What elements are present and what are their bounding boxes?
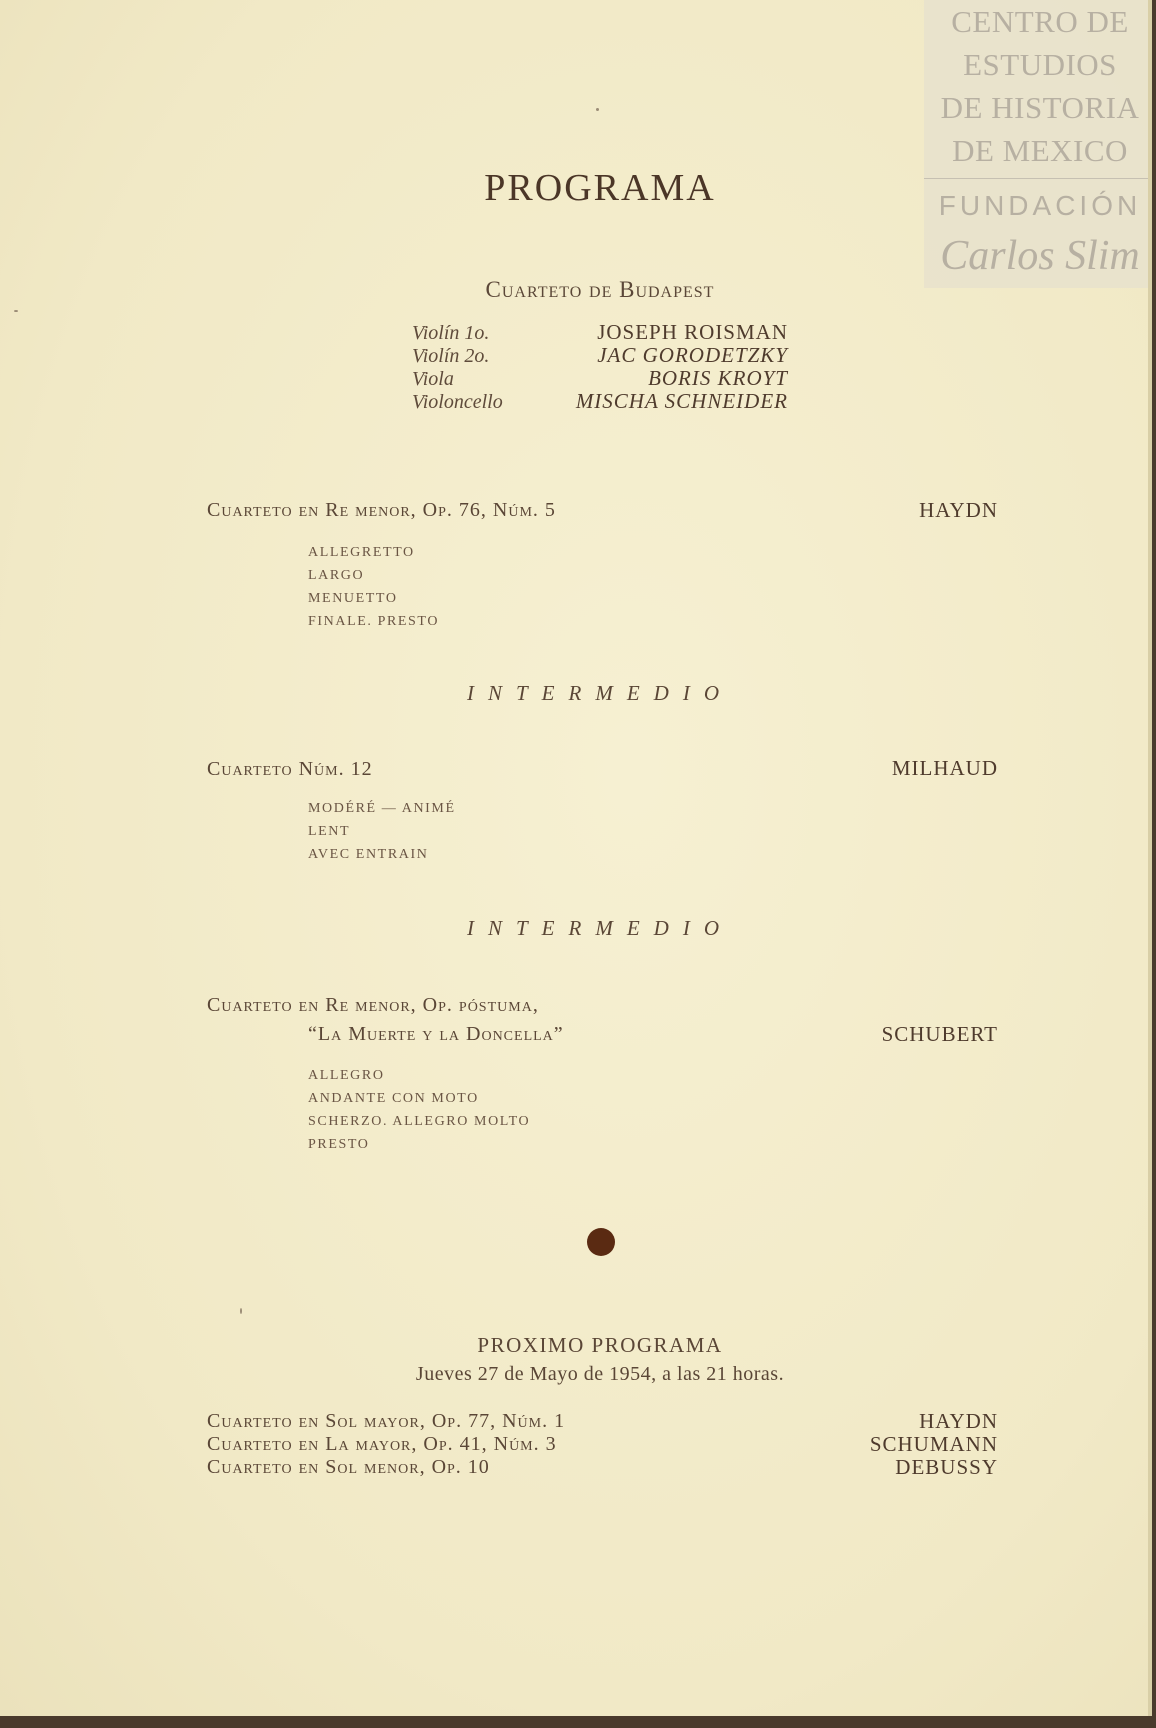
page-title: PROGRAMA <box>484 167 716 209</box>
movement: FINALE. PRESTO <box>308 614 440 629</box>
work-title: Cuarteto en Re menor, Op. 76, Núm. 5 <box>207 499 556 521</box>
movement: AVEC ENTRAIN <box>308 847 429 862</box>
work-title: Cuarteto Núm. 12 <box>207 758 373 780</box>
member-instrument: Viola <box>412 368 454 390</box>
intermission-heading: INTERMEDIO <box>467 916 733 940</box>
work-composer: HAYDN <box>919 498 998 522</box>
member-instrument: Violín 2o. <box>412 345 490 367</box>
watermark-line: DE MEXICO <box>952 133 1128 168</box>
member-name: JAC GORODETZKY <box>597 343 788 367</box>
movement: MENUETTO <box>308 591 398 606</box>
paper-speck <box>596 108 599 111</box>
next-program-date: Jueves 27 de Mayo de 1954, a las 21 horas. <box>415 1363 785 1385</box>
movement: ANDANTE CON MOTO <box>308 1091 479 1106</box>
work-composer: MILHAUD <box>891 756 998 780</box>
paper-speck <box>240 1308 242 1314</box>
watermark-foundation: FUNDACIÓN <box>938 190 1142 221</box>
next-work-title: Cuarteto en La mayor, Op. 41, Núm. 3 <box>207 1433 557 1455</box>
member-name: MISCHA SCHNEIDER <box>575 389 788 413</box>
member-name: JOSEPH ROISMAN <box>597 320 788 344</box>
movement: ALLEGRO <box>308 1068 385 1083</box>
member-instrument: Violoncello <box>412 391 503 413</box>
intermission-heading: INTERMEDIO <box>467 681 733 705</box>
member-name: BORIS KROYT <box>648 366 788 390</box>
next-work-composer: HAYDN <box>919 1409 998 1433</box>
next-work-title: Cuarteto en Sol menor, Op. 10 <box>207 1456 490 1478</box>
movement: SCHERZO. ALLEGRO MOLTO <box>308 1114 531 1129</box>
work-title: Cuarteto en Re menor, Op. póstuma, <box>207 994 539 1016</box>
movement: LARGO <box>308 568 365 583</box>
movement: LENT <box>308 824 351 839</box>
watermark-signature: Carlos Slim <box>940 233 1140 279</box>
next-work-composer: DEBUSSY <box>895 1455 998 1479</box>
archive-watermark <box>924 0 1152 288</box>
watermark-line: DE HISTORIA <box>940 90 1140 125</box>
movement: ALLEGRETTO <box>308 545 415 560</box>
watermark-line: CENTRO DE <box>951 4 1129 39</box>
watermark-line: ESTUDIOS <box>963 47 1117 82</box>
work-composer: SCHUBERT <box>881 1022 998 1046</box>
next-work-composer: SCHUMANN <box>869 1432 998 1456</box>
paper-speck <box>14 310 18 312</box>
next-program-title: PROXIMO PROGRAMA <box>477 1333 723 1357</box>
ornament-dot <box>587 1228 615 1256</box>
next-work-title: Cuarteto en Sol mayor, Op. 77, Núm. 1 <box>207 1410 566 1432</box>
ensemble-name: Cuarteto de Budapest <box>485 277 715 302</box>
work-subtitle: “La Muerte y la Doncella” <box>308 1023 564 1045</box>
movement: PRESTO <box>308 1137 370 1152</box>
member-instrument: Violín 1o. <box>412 322 490 344</box>
movement: MODÉRÉ — ANIMÉ <box>308 801 456 816</box>
